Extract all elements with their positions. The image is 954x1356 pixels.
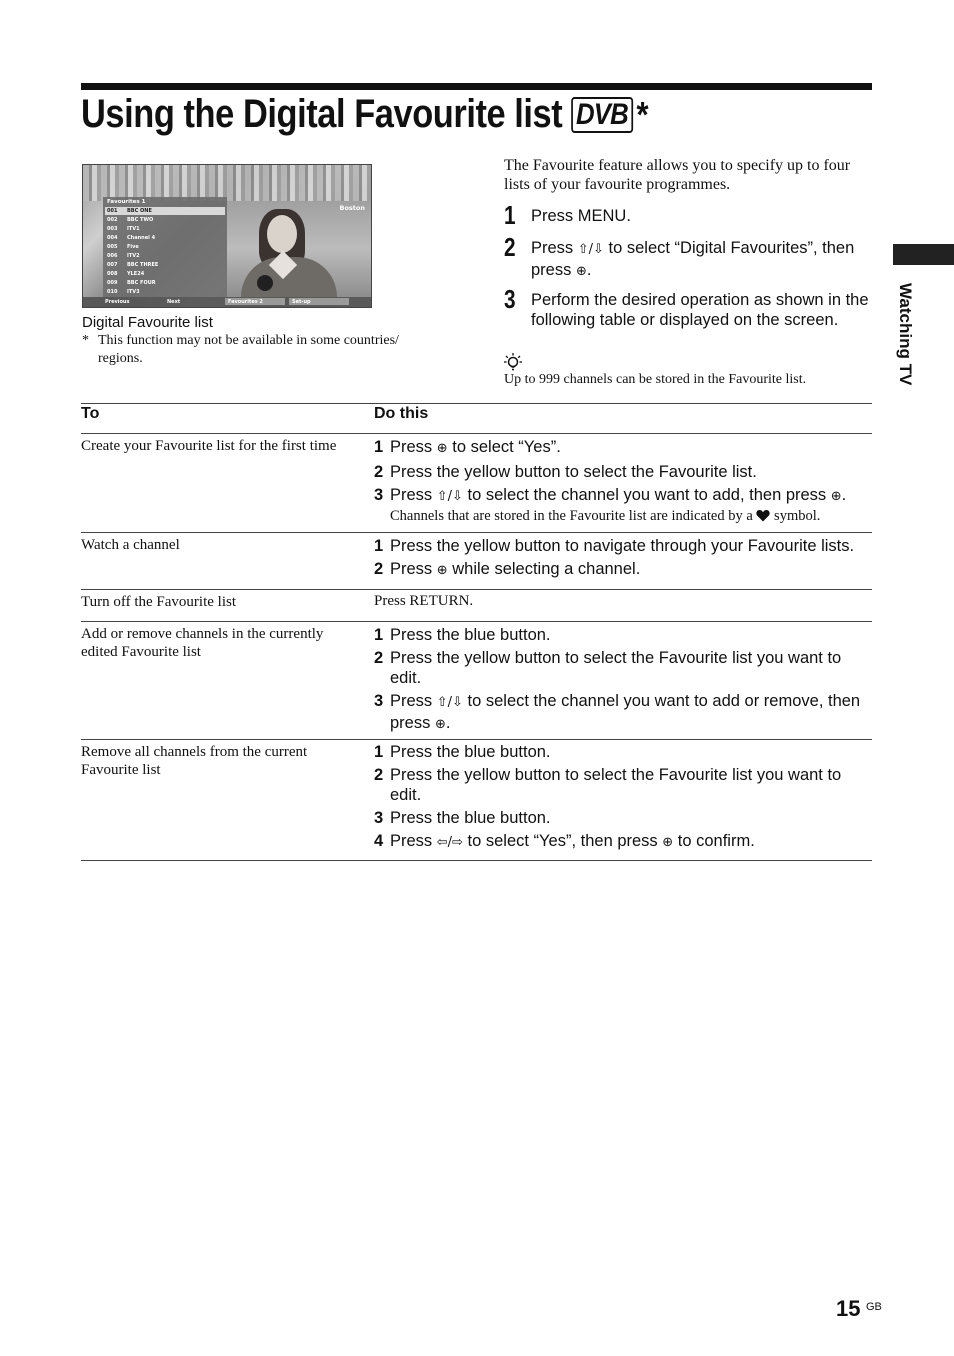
list-item: 3 Press ⇧/⇩ to select the channel you want to add, then press ⊕. Channels that are stored in the Favourite list are indicated by a symbol. <box>374 485 874 525</box>
dvb-logo-icon: DVB <box>571 97 633 133</box>
step-text: Press ⇧/⇩ to select “Digital Favourites”, then press ⊕. <box>531 238 876 282</box>
row-do-removeall <box>374 742 874 856</box>
heart-icon <box>756 509 770 522</box>
enter-circle-icon: ⊕ <box>662 835 674 850</box>
lightbulb-icon <box>503 352 523 374</box>
row-do-turnoff: Press RETURN. <box>374 593 474 609</box>
footer-setup: Set-up <box>292 299 311 305</box>
table-rule-top <box>81 403 872 404</box>
microphone-icon <box>257 275 273 291</box>
menu-title: Favourites 1 <box>107 199 146 205</box>
table-rule <box>81 589 872 590</box>
up-down-arrows-icon: ⇧/⇩ <box>436 489 463 504</box>
list-item: 1 Press the yellow button to navigate through your Favourite lists. <box>374 537 855 555</box>
list-item: 3 Press the blue button. <box>374 809 551 827</box>
section-tab <box>893 244 954 265</box>
step-2 <box>504 232 876 282</box>
list-item: 3 Press ⇧/⇩ to select the channel you want to add or remove, then press ⊕. <box>374 691 874 735</box>
step-number: 1 <box>504 200 516 230</box>
section-label-text: Watching TV <box>896 283 915 386</box>
list-item: 2 Press ⊕ while selecting a channel. <box>374 559 874 581</box>
list-item: 2 Press the yellow button to select the Favourite list you want to edit. <box>374 649 842 687</box>
title-asterisk: * <box>636 93 649 135</box>
channel-row: 002 BBC TWO <box>107 217 154 223</box>
page-title <box>81 92 648 137</box>
intro-paragraph: The Favourite feature allows you to specify up to four lists of your favourite programmes. <box>504 157 851 193</box>
list-item: 1 Press the blue button. <box>374 626 551 644</box>
footer-favourites2: Favourites 2 <box>228 299 263 305</box>
page-title-text: Using the Digital Favourite list <box>81 92 563 136</box>
enter-circle-icon: ⊕ <box>434 717 446 732</box>
table-rule-bottom <box>81 860 872 861</box>
channel-row: 009 BBC FOUR <box>107 280 156 286</box>
tv-footer <box>83 297 371 307</box>
row-to-turnoff: Turn off the Favourite list <box>81 594 237 610</box>
footnote-text: This function may not be available in some countries/ regions. <box>98 333 399 366</box>
table-header-do: Do this <box>374 405 429 422</box>
favourite-note: Channels that are stored in the Favourite list are indicated by a symbol. <box>390 508 821 524</box>
channel-row: 006 ITV2 <box>107 253 140 259</box>
left-right-arrows-icon: ⇦/⇨ <box>436 835 463 850</box>
table-rule-header <box>81 433 872 434</box>
channel-row: 004 Channel 4 <box>107 235 156 241</box>
section-label <box>893 283 923 393</box>
top-rule <box>81 83 872 90</box>
channel-row: 008 YLE24 <box>107 271 145 277</box>
step-text: Press MENU. <box>531 207 631 225</box>
list-item: 2 Press the yellow button to select the Favourite list you want to edit. <box>374 766 842 804</box>
list-item: 1 Press the blue button. <box>374 743 551 761</box>
enter-circle-icon: ⊕ <box>436 441 448 456</box>
tv-screenshot <box>82 164 372 308</box>
channel-row: 010 ITV3 <box>107 289 140 295</box>
list-item: 4 Press ⇦/⇨ to select “Yes”, then press ⊕ to confirm. <box>374 831 874 853</box>
footnote-mark: * <box>82 333 89 348</box>
presenter-head <box>267 215 297 253</box>
channel-row: 003 ITV1 <box>107 226 140 232</box>
channel-row: 007 BBC THREE <box>107 262 159 268</box>
row-to-create: Create your Favourite list for the first time <box>81 438 337 454</box>
row-do-create <box>374 437 874 528</box>
footnote <box>82 332 442 368</box>
page-number: 15 <box>836 1296 861 1321</box>
row-do-watch <box>374 536 874 584</box>
city-background <box>83 165 371 201</box>
enter-circle-icon: ⊕ <box>830 489 842 504</box>
step-number: 2 <box>504 232 516 262</box>
page-suffix: GB <box>866 1301 882 1313</box>
footer-previous: Previous <box>105 299 130 305</box>
list-item: 2 Press the yellow button to select the Favourite list. <box>374 463 757 481</box>
step-3 <box>504 284 876 330</box>
footer-next: Next <box>167 299 181 305</box>
channel-row: 001 BBC ONE <box>105 207 225 215</box>
table-rule <box>81 739 872 740</box>
up-down-arrows-icon: ⇧/⇩ <box>436 695 463 710</box>
row-to-watch: Watch a channel <box>81 537 180 553</box>
table-header-to: To <box>81 405 100 422</box>
step-1 <box>504 200 876 230</box>
favourite-menu <box>103 197 227 297</box>
row-to-addremove: Add or remove channels in the currently edited Favourite list <box>81 626 324 660</box>
enter-circle-icon: ⊕ <box>436 563 448 578</box>
table-rule <box>81 621 872 622</box>
table-rule <box>81 532 872 533</box>
enter-circle-icon: ⊕ <box>575 264 587 279</box>
step-text: Perform the desired operation as shown in the following table or displayed on the screen. <box>531 291 869 329</box>
video-preview <box>227 201 371 297</box>
list-item: 1 Press ⊕ to select “Yes”. <box>374 437 874 459</box>
up-down-arrows-icon: ⇧/⇩ <box>577 242 604 257</box>
location-label: Boston <box>339 204 365 212</box>
channel-row: 005 Five <box>107 244 139 250</box>
figure-caption: Digital Favourite list <box>82 314 213 331</box>
hint-text: Up to 999 channels can be stored in the Favourite list. <box>504 372 807 387</box>
row-do-addremove <box>374 625 874 738</box>
step-number: 3 <box>504 284 516 314</box>
row-to-removeall: Remove all channels from the current Favourite list <box>81 744 308 778</box>
